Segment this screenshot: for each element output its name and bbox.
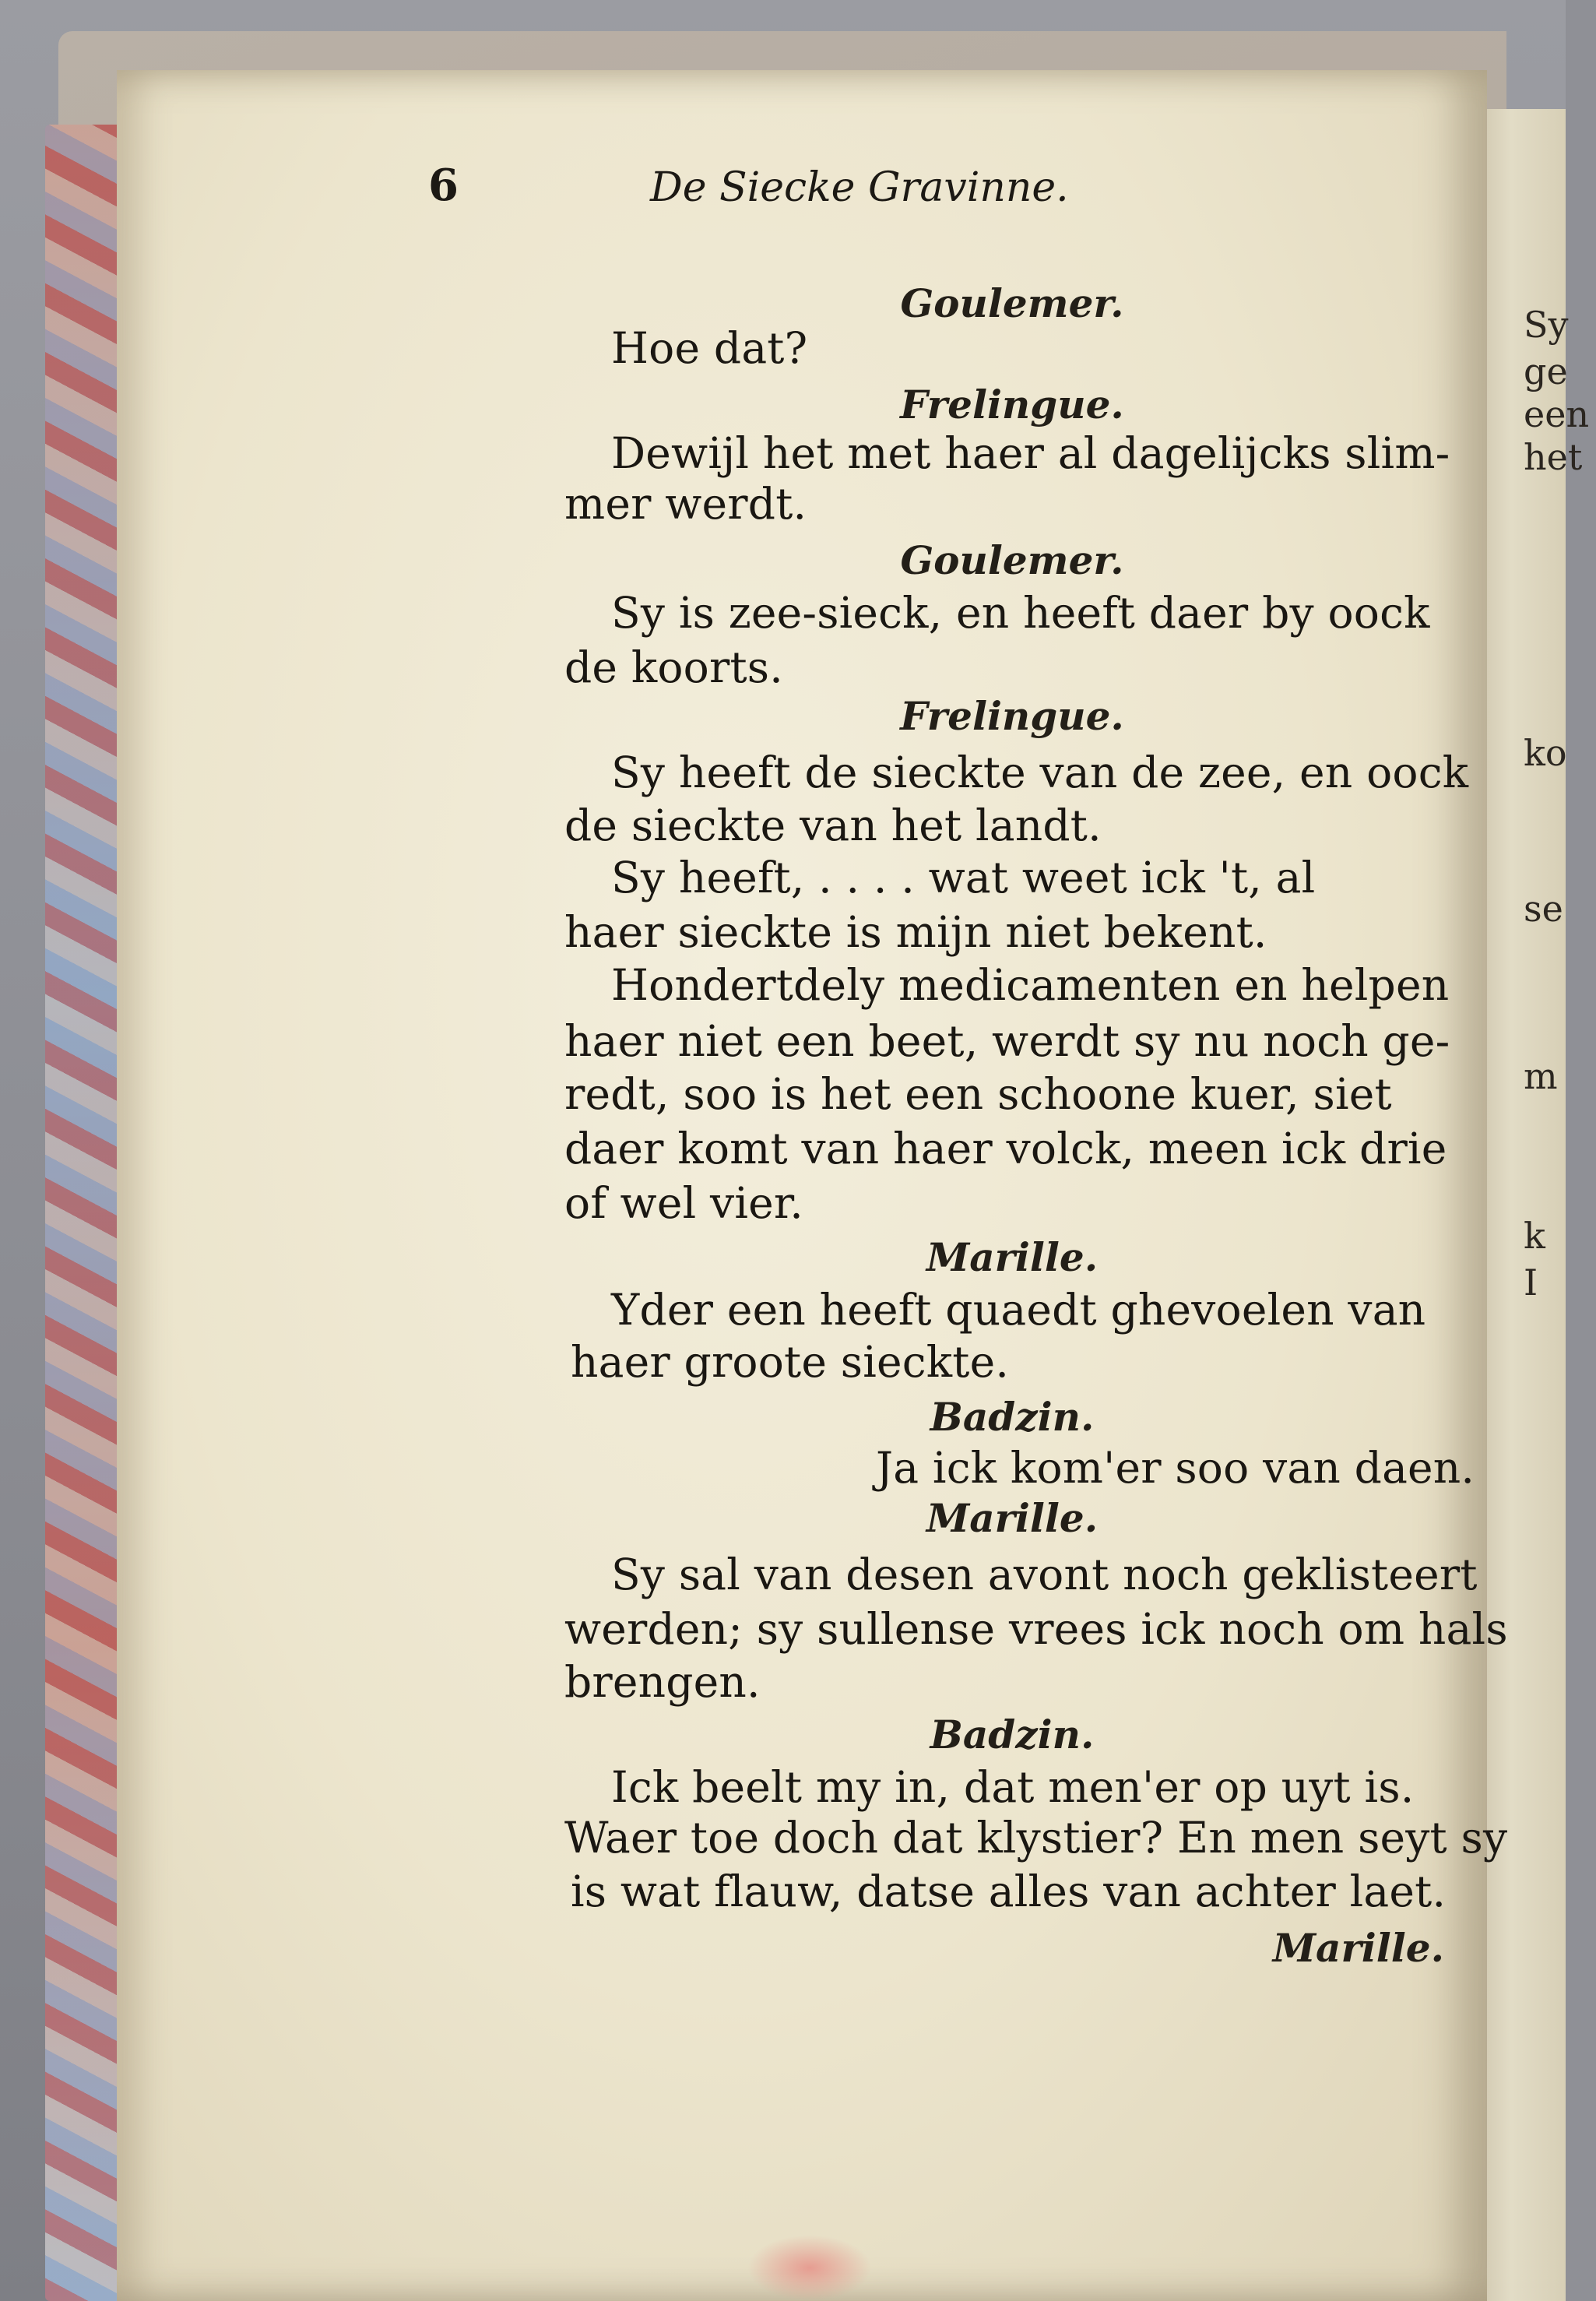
- facing-page-fragment: Sy: [1524, 304, 1569, 346]
- text-line: Yder een heeft quaedt ghevoelen van: [611, 1285, 1426, 1335]
- text-line: Hoe dat?: [611, 323, 808, 373]
- facing-page-fragment: m: [1524, 1055, 1558, 1097]
- text-line: of wel vier.: [564, 1178, 803, 1228]
- facing-page-fragment: se: [1524, 888, 1563, 930]
- text-line: daer komt van haer volck, meen ick drie: [564, 1124, 1447, 1173]
- text-line: redt, soo is het een schoone kuer, siet: [564, 1069, 1392, 1119]
- speaker-name: Marille.: [1272, 1925, 1444, 1971]
- facing-page-fragment: I: [1524, 1261, 1538, 1304]
- text-line: Sy heeft de sieckte van de zee, en oock: [611, 748, 1469, 797]
- text-line: Waer toe doch dat klystier? En men seyt sy: [564, 1813, 1508, 1863]
- facing-page-fragment: een: [1524, 393, 1590, 435]
- facing-page-fragment: het: [1524, 436, 1583, 478]
- paper-stain: [747, 2235, 872, 2301]
- speaker-name: Marille.: [926, 1234, 1099, 1280]
- facing-page-fragment: ge: [1524, 350, 1568, 392]
- text-line: mer werdt.: [564, 479, 807, 529]
- speaker-name: Frelingue.: [900, 693, 1124, 739]
- speaker-name: Marille.: [926, 1495, 1099, 1541]
- text-line: de sieckte van het landt.: [564, 800, 1102, 850]
- text-line: Ick beelt my in, dat men'er op uyt is.: [611, 1762, 1415, 1812]
- facing-page-edge: [1475, 109, 1590, 2301]
- running-title: De Siecke Gravinne.: [650, 164, 1069, 211]
- text-line: Sy sal van desen avont noch geklisteert: [611, 1550, 1478, 1599]
- page-number: 6: [428, 160, 459, 211]
- text-line: haer sieckte is mijn niet bekent.: [564, 907, 1267, 957]
- text-line: Sy heeft, . . . . wat weet ick 't, al: [611, 853, 1316, 902]
- text-line: de koorts.: [564, 642, 783, 692]
- speaker-name: Frelingue.: [900, 382, 1124, 427]
- text-line: brengen.: [564, 1657, 761, 1707]
- speaker-name: Badzin.: [930, 1712, 1095, 1757]
- text-line: is wat flauw, datse alles van achter laet.: [571, 1866, 1447, 1916]
- facing-page-fragment: k: [1524, 1215, 1545, 1257]
- page-header: [428, 160, 1596, 214]
- text-line: haer niet een beet, werdt sy nu noch ge-: [564, 1016, 1450, 1066]
- text-line: Ja ick kom'er soo van daen.: [876, 1443, 1475, 1493]
- text-line: haer groote sieckte.: [571, 1337, 1010, 1387]
- text-line: Dewijl het met haer al dagelijcks slim-: [611, 428, 1450, 478]
- text-line: werden; sy sullense vrees ick noch om hals: [564, 1604, 1508, 1654]
- speaker-name: Badzin.: [930, 1394, 1095, 1440]
- text-line: Hondertdely medicamenten en helpen: [611, 960, 1450, 1010]
- speaker-name: Goulemer.: [900, 280, 1124, 326]
- facing-page-fragment: ko: [1524, 732, 1567, 774]
- text-line: Sy is zee-sieck, en heeft daer by oock: [611, 588, 1430, 638]
- speaker-name: Goulemer.: [900, 537, 1124, 583]
